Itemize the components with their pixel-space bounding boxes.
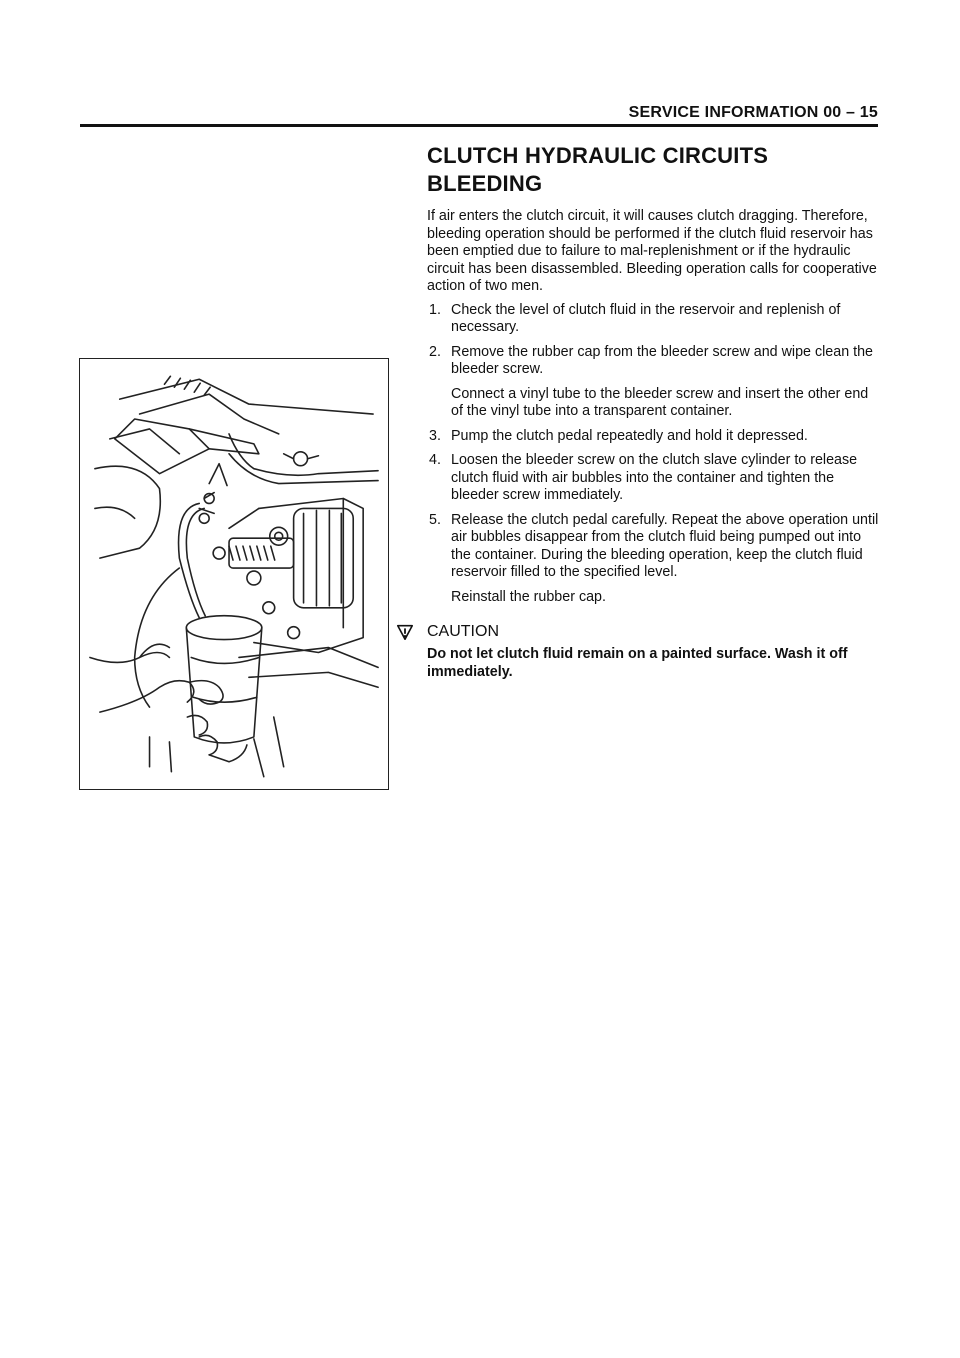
step-text: Check the level of clutch fluid in the reservoir and replenish of necessary. xyxy=(451,301,841,335)
caution-title: CAUTION xyxy=(427,623,499,640)
step-number: 3. xyxy=(429,427,441,444)
step-text: Release the clutch pedal carefully. Repeat the above operation until air bubbles disappear from the clutch fluid being pumped out into the container. During the bleeding operation, keep the clutch fluid reservoir filled to the specified level. xyxy=(451,511,879,580)
step-item xyxy=(427,344,882,421)
step-item xyxy=(427,302,882,337)
header-rule xyxy=(80,124,878,127)
caution-text: Do not let clutch fluid remain on a painted surface. Wash it off immediately. xyxy=(427,646,848,680)
warning-triangle-icon xyxy=(396,623,414,641)
step-item xyxy=(427,452,882,505)
step-text: Remove the rubber cap from the bleeder screw and wipe clean the bleeder screw. xyxy=(451,343,873,377)
step-item xyxy=(427,428,882,446)
section-title-line2: BLEEDING xyxy=(427,171,543,196)
step-text: Pump the clutch pedal repeatedly and hold it depressed. xyxy=(451,427,808,444)
step-text: Loosen the bleeder screw on the clutch slave cylinder to release clutch fluid with air bubbles into the container and tighten the bleeder screw immediately. xyxy=(451,452,858,503)
intro-paragraph: If air enters the clutch circuit, it will causes clutch dragging. Therefore, bleeding operation should be performed if the clutch fluid reservoir has been emptied due to failure to mal-replenishment or if the hydraulic circuit has been disassembled. Bleeding operation calls for cooperative action of two men. xyxy=(427,208,877,294)
section-title xyxy=(427,142,882,198)
caution-block xyxy=(427,622,882,681)
step-number: 2. xyxy=(429,343,441,360)
step-number: 4. xyxy=(429,452,441,468)
step-number: 1. xyxy=(429,301,441,318)
procedure-content xyxy=(427,142,882,681)
running-head: SERVICE INFORMATION 00 – 15 xyxy=(628,104,878,121)
illustration-bleeding-clutch xyxy=(79,358,389,790)
step-number: 5. xyxy=(429,511,441,528)
step-subtext: Connect a vinyl tube to the bleeder screw and insert the other end of the vinyl tube into a transparent container. xyxy=(451,385,869,419)
step-item xyxy=(427,512,882,607)
step-subtext: Reinstall the rubber cap. xyxy=(451,588,606,605)
procedure-steps xyxy=(427,302,882,607)
section-title-line1: CLUTCH HYDRAULIC CIRCUITS xyxy=(427,143,769,168)
